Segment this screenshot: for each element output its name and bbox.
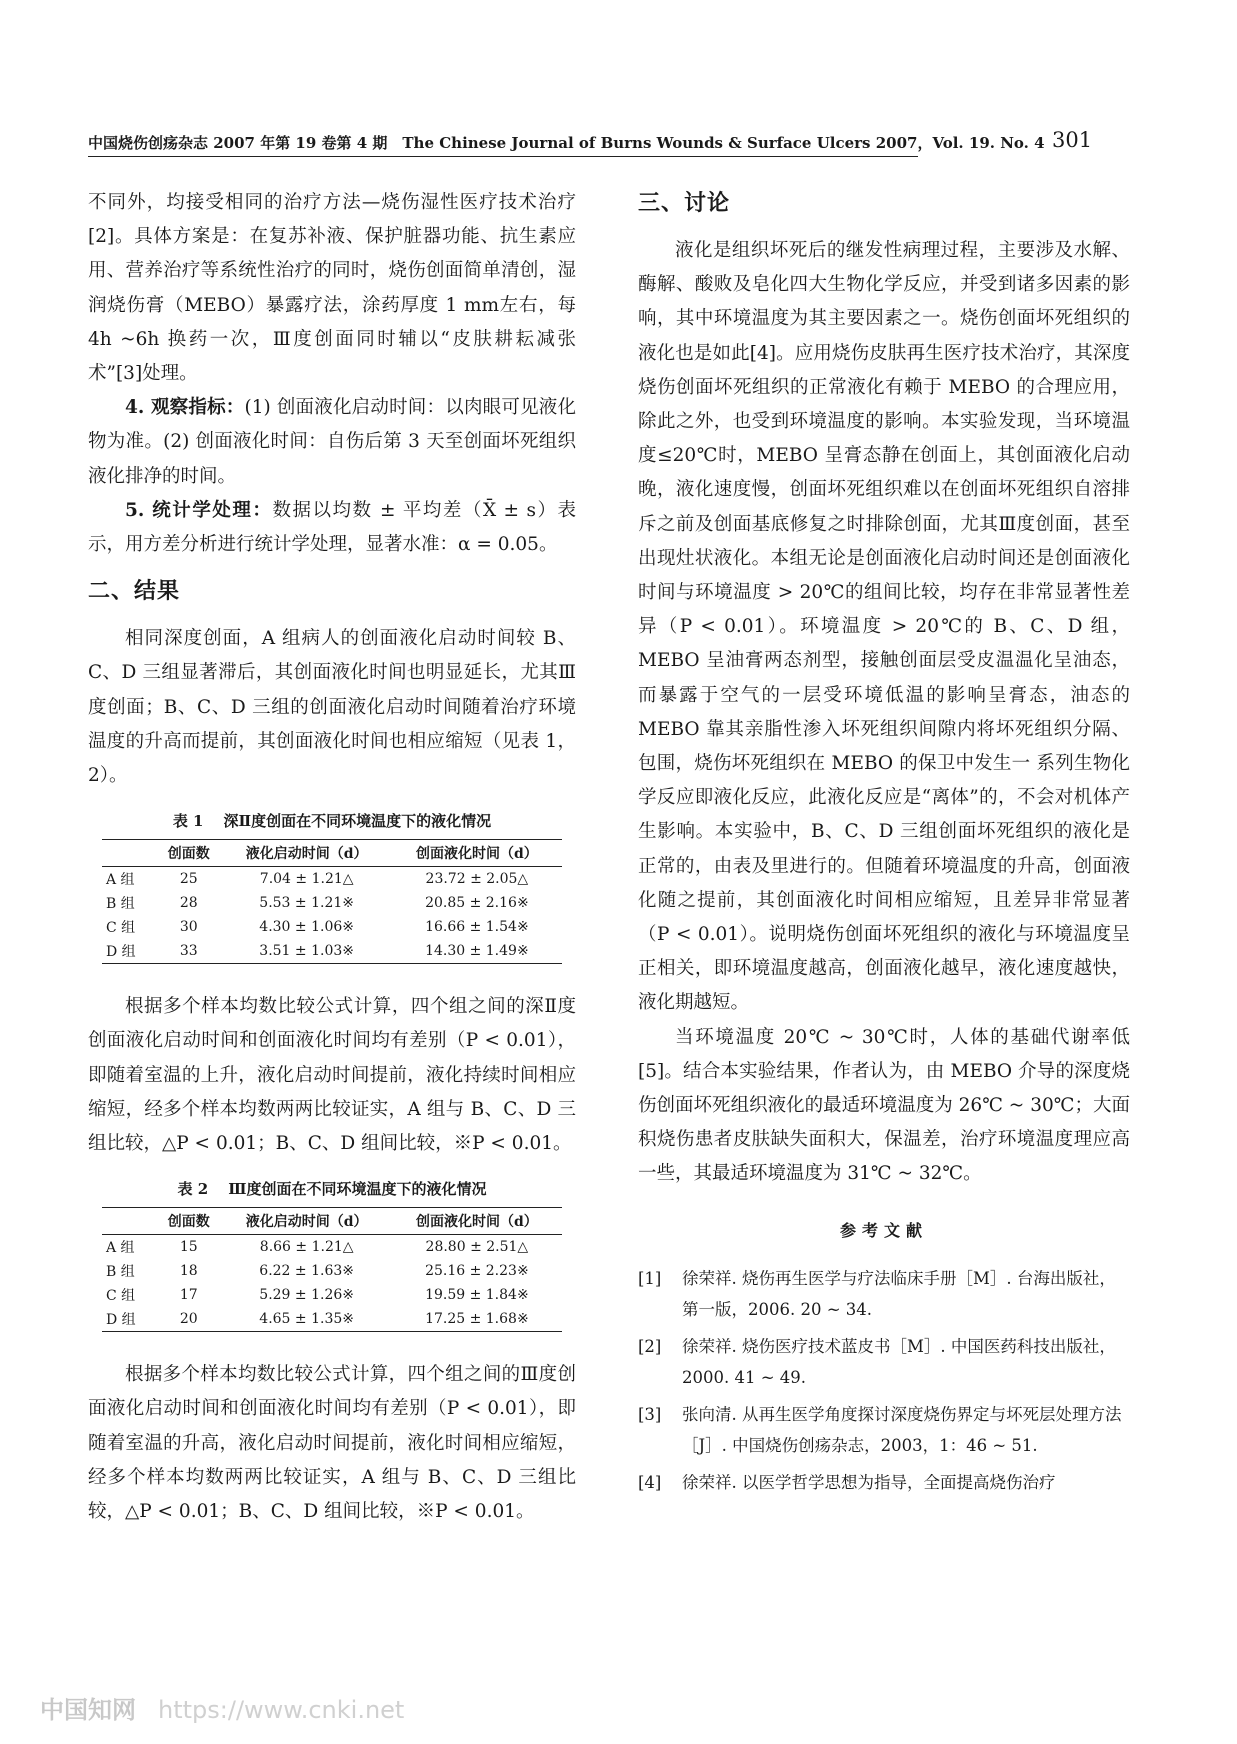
list-item <box>638 1263 1130 1325</box>
methods-paragraph: 不同外，均接受相同的治疗方法—烧伤湿性医疗技术治疗[2]。具体方案是：在复苏补液、保护脏器功能、抗生素应用、营养治疗等系统性治疗的同时，烧伤创面简单清创，湿润烧伤膏（MEBO）暴露疗法，涂药厚度 1 mm左右，每 4h ~6h 换药一次，Ⅲ度创面同时辅以“皮肤耕耘减张术”[3]处理。 <box>88 192 576 385</box>
table-cell: 17 <box>179 1287 198 1304</box>
table-cell: 15 <box>179 1239 198 1256</box>
table-cell: 18 <box>179 1263 198 1280</box>
table-cell: 14.30 ± 1.49※ <box>425 943 529 960</box>
table-cell: 5.53 ± 1.21※ <box>259 895 355 912</box>
list-item <box>638 1399 1130 1461</box>
table1 <box>102 839 562 964</box>
observation-text: (1) 创面液化启动时间：以肉眼可见液化物为准。(2) 创面液化时间：自伤后第 3 天至创面坏死组织液化排净的时间。 <box>88 397 576 487</box>
table2-header-row <box>102 1208 562 1235</box>
table-cell: 17.25 ± 1.68※ <box>425 1311 529 1328</box>
table-cell: C 组 <box>106 1288 136 1305</box>
statistics-paragraph <box>88 494 576 562</box>
table-row <box>102 1259 562 1283</box>
table2-header-cell: 创面液化时间（d） <box>415 1214 538 1231</box>
reference-number: [2] <box>638 1336 662 1356</box>
observation-label: 4. 观察指标： <box>125 397 245 419</box>
table2-header-cell: 液化启动时间（d） <box>245 1214 368 1231</box>
table-cell: 20.85 ± 2.16※ <box>425 895 529 912</box>
table-cell: 19.59 ± 1.84※ <box>425 1287 529 1304</box>
table-row <box>102 1283 562 1307</box>
statistics-label: 5. 统计学处理： <box>125 499 273 521</box>
conclusion-paragraph: 当环境温度 20℃ ~ 30℃时，人体的基础代谢率低[5]。结合本实验结果，作者认为，由 MEBO 介导的深度烧伤创面坏死组织液化的最适环境温度为 26℃ ~ 30℃；大面积烧伤患者皮肤缺失面积大，保温差，治疗环境温度理应高一些，其最适环境温度为 31℃ ~ 32℃。 <box>638 1026 1130 1185</box>
table-row <box>102 939 562 964</box>
table-cell: 8.66 ± 1.21△ <box>259 1239 354 1256</box>
right-column <box>638 186 1130 1504</box>
results-paragraph: 相同深度创面，A 组病人的创面液化启动时间较 B、C、D 三组显著滞后，其创面液化时间也明显延长，尤其Ⅲ度创面；B、C、D 三组的创面液化启动时间随着治疗环境温度的升高而提前，其创面液化时间也相应缩短（见表 1，2）。 <box>88 628 576 787</box>
table1-header-cell <box>102 840 156 867</box>
table1-caption <box>88 809 576 833</box>
section-title-results: 二、结果 <box>88 578 181 605</box>
table-row <box>102 915 562 939</box>
reference-text: 徐荣祥. 以医学哲学思想为指导，全面提高烧伤治疗 <box>682 1472 1056 1492</box>
table2-analysis-paragraph: 根据多个样本均数比较公式计算，四个组之间的Ⅲ度创面液化启动时间和创面液化时间均有差别（P < 0.01），即随着室温的升高，液化启动时间提前，液化时间相应缩短，经多个样本均数两两比较证实，A 组与 B、C、D 三组比较，△P < 0.01；B、C、D 组间比较，※P < 0.01。 <box>88 1364 576 1523</box>
reference-number: [4] <box>638 1472 662 1492</box>
table1-header-cell: 创面数 <box>167 846 210 863</box>
table-cell: B 组 <box>106 1264 135 1281</box>
table1-header-cell: 创面液化时间（d） <box>415 846 538 863</box>
list-item <box>638 1331 1130 1393</box>
table-cell: 25.16 ± 2.23※ <box>425 1263 529 1280</box>
table-cell: C 组 <box>106 920 136 937</box>
cnki-watermark <box>40 1690 404 1725</box>
table1-title: 深Ⅱ度创面在不同环境温度下的液化情况 <box>223 812 492 831</box>
table-cell: B 组 <box>106 896 135 913</box>
table2-caption <box>88 1177 576 1201</box>
left-column <box>88 186 576 1529</box>
table-cell: 3.51 ± 1.03※ <box>259 943 355 960</box>
table-row <box>102 1235 562 1260</box>
reference-text: 徐荣祥. 烧伤医疗技术蓝皮书［M］. 中国医药科技出版社，2000. 41 ~ 49. <box>682 1336 1116 1387</box>
reference-number: [3] <box>638 1404 662 1424</box>
table-cell: A 组 <box>106 1240 135 1257</box>
table-cell: 4.30 ± 1.06※ <box>259 919 355 936</box>
page-number: 301 <box>1052 128 1093 152</box>
table1-analysis-paragraph: 根据多个样本均数比较公式计算，四个组之间的深Ⅱ度创面液化启动时间和创面液化时间均有差别（P < 0.01），即随着室温的上升，液化启动时间提前，液化持续时间相应缩短，经多个样本均数两两比较证实，A 组与 B、C、D 三组比较，△P < 0.01；B、C、D 组间比较，※P < 0.01。 <box>88 996 576 1155</box>
table2-number: 表 2 <box>177 1180 209 1199</box>
table-cell: 7.04 ± 1.21△ <box>259 871 354 888</box>
table-cell: D 组 <box>106 1312 136 1329</box>
reference-number: [1] <box>638 1268 662 1288</box>
table1-header-row <box>102 840 562 867</box>
table-cell: D 组 <box>106 944 136 961</box>
reference-list <box>638 1263 1130 1498</box>
table-row <box>102 891 562 915</box>
table-cell: 16.66 ± 1.54※ <box>425 919 529 936</box>
table-cell: A 组 <box>106 872 135 889</box>
section-title-discussion: 三、讨论 <box>638 190 731 216</box>
table-cell: 28.80 ± 2.51△ <box>425 1239 529 1256</box>
list-item <box>638 1467 1130 1498</box>
table-cell: 33 <box>179 943 198 960</box>
table-cell: 30 <box>179 919 198 936</box>
table-row <box>102 1307 562 1332</box>
table-cell: 20 <box>179 1311 198 1328</box>
table-cell: 25 <box>179 871 198 888</box>
table-cell: 28 <box>179 895 198 912</box>
discussion-paragraph: 液化是组织坏死后的继发性病理过程，主要涉及水解、酶解、酸败及皂化四大生物化学反应，并受到诸多因素的影响，其中环境温度为其主要因素之一。烧伤创面坏死组织的液化也是如此[4]。应用烧伤皮肤再生医疗技术治疗，其深度烧伤创面坏死组织的正常液化有赖于 MEBO 的合理应用，除此之外，也受到环境温度的影响。本实验发现，当环境温度≤20℃时，MEBO 呈膏态静在创面上，其创面液化启动晚，液化速度慢，创面坏死组织难以在创面坏死组织自溶排斥之前及创面基底修复之时排除创面，尤其Ⅲ度创面，甚至出现灶状液化。本组无论是创面液化启动时间还是创面液化时间与环境温度 > 20℃的组间比较，均存在非常显著性差异（P < 0.01）。环境温度 > 20℃的 B、C、D 组，MEBO 呈油膏两态剂型，接触创面层受皮温温化呈油态，而暴露于空气的一层受环境低温的影响呈膏态，油态的 MEBO 靠其亲脂性渗入坏死组织间隙内将坏死组织分隔、包围，烧伤坏死组织在 MEBO 的保卫中发生一 系列生物化学反应即液化反应，此液化反应是“离体”的，不会对机体产生影响。本实验中，B、C、D 三组创面坏死组织的液化是正常的，由表及里进行的。但随着环境温度的升高，创面液化随之提前，其创面液化时间相应缩短，且差异非常显著（P < 0.01）。说明烧伤创面坏死组织的液化与环境温度呈正相关，即环境温度越高，创面液化越早，液化速度越快，液化期越短。 <box>638 240 1130 1014</box>
reference-text: 张向清. 从再生医学角度探讨深度烧伤界定与坏死层处理方法［J］. 中国烧伤创疡杂志，2003，1：46 ~ 51. <box>682 1404 1122 1455</box>
watermark-site-name: 中国知网 <box>40 1696 136 1724</box>
reference-text: 徐荣祥. 烧伤再生医学与疗法临床手册［M］. 台海出版社，第一版，2006. 20 ~ 34. <box>682 1268 1116 1319</box>
table1-number: 表 1 <box>172 812 204 831</box>
table-cell: 23.72 ± 2.05△ <box>425 871 529 888</box>
table2-title: Ⅲ度创面在不同环境温度下的液化情况 <box>228 1180 487 1199</box>
observation-paragraph <box>88 391 576 494</box>
watermark-url: https://www.cnki.net <box>158 1696 405 1724</box>
statistics-text: 数据以均数 ± 平均差（X̄ ± s）表示，用方差分析进行统计学处理，显著水准：α = 0.05。 <box>88 499 576 556</box>
table1-header-cell: 液化启动时间（d） <box>245 846 368 863</box>
table2-header-cell: 创面数 <box>167 1214 210 1231</box>
table-cell: 6.22 ± 1.63※ <box>259 1263 355 1280</box>
table2-header-cell <box>102 1208 156 1235</box>
table2 <box>102 1207 562 1332</box>
table-row <box>102 867 562 892</box>
table-cell: 5.29 ± 1.26※ <box>259 1287 355 1304</box>
running-head: 中国烧伤创疡杂志 2007 年第 19 卷第 4 期 The Chinese Journal of Burns Wounds & Surface Ulcers 2007，Vol. 19. No. 4 <box>88 132 918 157</box>
table-cell: 4.65 ± 1.35※ <box>259 1311 355 1328</box>
references-heading: 参考文献 <box>839 1220 928 1240</box>
